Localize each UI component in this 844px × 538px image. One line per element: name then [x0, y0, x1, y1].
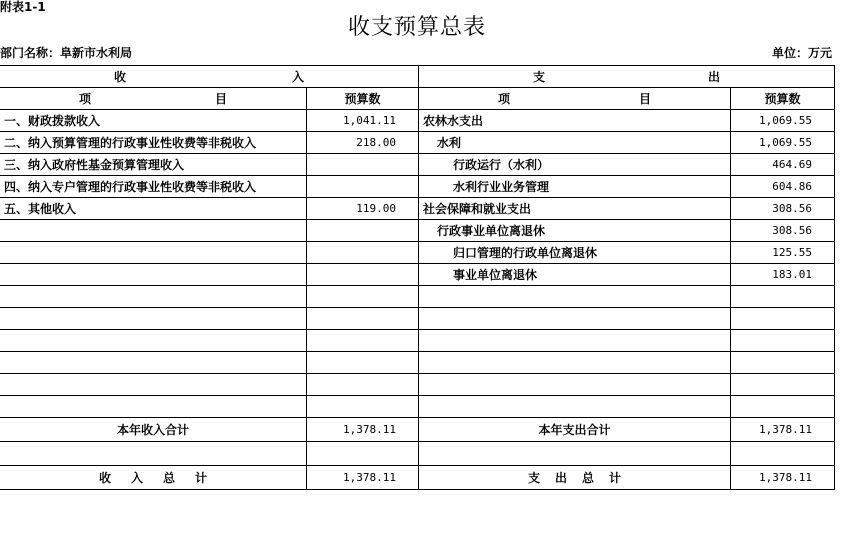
expense-item-name [419, 352, 731, 374]
income-item-value [307, 264, 419, 286]
expense-item-name: 归口管理的行政单位离退休 [419, 242, 731, 264]
grand-expense-total-value: 1,378.11 [731, 466, 835, 490]
income-item-name: 一、财政拨款收入 [0, 110, 307, 132]
table-row [0, 286, 835, 308]
grand-expense-total-label: 支 出 总 计 [419, 466, 731, 490]
income-item-value: 1,041.11 [307, 110, 419, 132]
income-item-value [307, 374, 419, 396]
expense-item-name [419, 286, 731, 308]
header-row-sections [0, 66, 835, 88]
year-expense-total-value: 1,378.11 [731, 418, 835, 442]
expense-item-name: 水利行业业务管理 [419, 176, 731, 198]
income-item-name: 二、纳入预算管理的行政事业性收费等非税收入 [0, 132, 307, 154]
expense-item-name [419, 396, 731, 418]
income-item-name [0, 396, 307, 418]
expense-item-name: 农林水支出 [419, 110, 731, 132]
income-item-value: 119.00 [307, 198, 419, 220]
expense-item-name: 社会保障和就业支出 [419, 198, 731, 220]
table-row [0, 396, 835, 418]
expense-item-name [419, 374, 731, 396]
expense-item-value [731, 374, 835, 396]
unit-label: 单位：万元 [771, 46, 832, 60]
income-item-name [0, 264, 307, 286]
expense-item-name: 行政事业单位离退休 [419, 220, 731, 242]
table-row [0, 352, 835, 374]
income-item-value [307, 242, 419, 264]
expense-item-value: 464.69 [731, 154, 835, 176]
expense-item-value [731, 330, 835, 352]
table-row [0, 110, 835, 132]
page-title: 收支预算总表 [347, 15, 486, 40]
income-item-header: 项 目 [0, 88, 307, 110]
expense-budget-header: 预算数 [731, 88, 835, 110]
grand-income-total-value: 1,378.11 [307, 466, 419, 490]
expense-item-value [731, 352, 835, 374]
grand-income-total-label: 收 入 总 计 [0, 466, 307, 490]
expense-item-value: 308.56 [731, 198, 835, 220]
grand-total-row [0, 466, 835, 490]
income-item-value [307, 220, 419, 242]
year-total-row [0, 418, 835, 442]
income-item-value [307, 396, 419, 418]
income-item-name [0, 220, 307, 242]
income-item-name: 三、纳入政府性基金预算管理收入 [0, 154, 307, 176]
expense-item-value: 1,069.55 [731, 132, 835, 154]
expense-item-value: 1,069.55 [731, 110, 835, 132]
budget-table [0, 65, 835, 490]
income-item-name [0, 242, 307, 264]
expense-item-value: 183.01 [731, 264, 835, 286]
table-row [0, 264, 835, 286]
income-item-name [0, 308, 307, 330]
income-budget-header: 预算数 [307, 88, 419, 110]
table-row [0, 154, 835, 176]
expense-item-value [731, 308, 835, 330]
income-item-name [0, 352, 307, 374]
income-item-name [0, 330, 307, 352]
year-income-total-value: 1,378.11 [307, 418, 419, 442]
expense-item-value: 308.56 [731, 220, 835, 242]
income-item-value [307, 308, 419, 330]
income-item-name [0, 286, 307, 308]
income-item-value [307, 286, 419, 308]
expense-item-name: 水利 [419, 132, 731, 154]
income-item-name: 五、其他收入 [0, 198, 307, 220]
expense-item-value [731, 396, 835, 418]
expense-section-header: 支 出 [419, 66, 835, 88]
table-row [0, 220, 835, 242]
income-item-value [307, 176, 419, 198]
income-item-name: 四、纳入专户管理的行政事业性收费等非税收入 [0, 176, 307, 198]
expense-item-value: 604.86 [731, 176, 835, 198]
blank-row [0, 442, 835, 466]
expense-item-name: 行政运行（水利） [419, 154, 731, 176]
department-label: 部门名称：阜新市水利局 [0, 46, 133, 60]
expense-item-value [731, 286, 835, 308]
year-expense-total-label: 本年支出合计 [419, 418, 731, 442]
table-row [0, 242, 835, 264]
income-item-value [307, 330, 419, 352]
income-item-name [0, 374, 307, 396]
table-row [0, 330, 835, 352]
table-row [0, 132, 835, 154]
income-item-value: 218.00 [307, 132, 419, 154]
income-item-value [307, 154, 419, 176]
year-income-total-label: 本年收入合计 [0, 418, 307, 442]
expense-item-value: 125.55 [731, 242, 835, 264]
expense-item-name [419, 308, 731, 330]
header-row-columns [0, 88, 835, 110]
expense-item-header: 项 目 [419, 88, 731, 110]
table-row [0, 198, 835, 220]
expense-item-name [419, 330, 731, 352]
table-row [0, 374, 835, 396]
table-row [0, 176, 835, 198]
income-section-header: 收 入 [0, 66, 419, 88]
expense-item-name: 事业单位离退休 [419, 264, 731, 286]
income-item-value [307, 352, 419, 374]
form-number: 附表1-1 [0, 0, 46, 14]
table-row [0, 308, 835, 330]
